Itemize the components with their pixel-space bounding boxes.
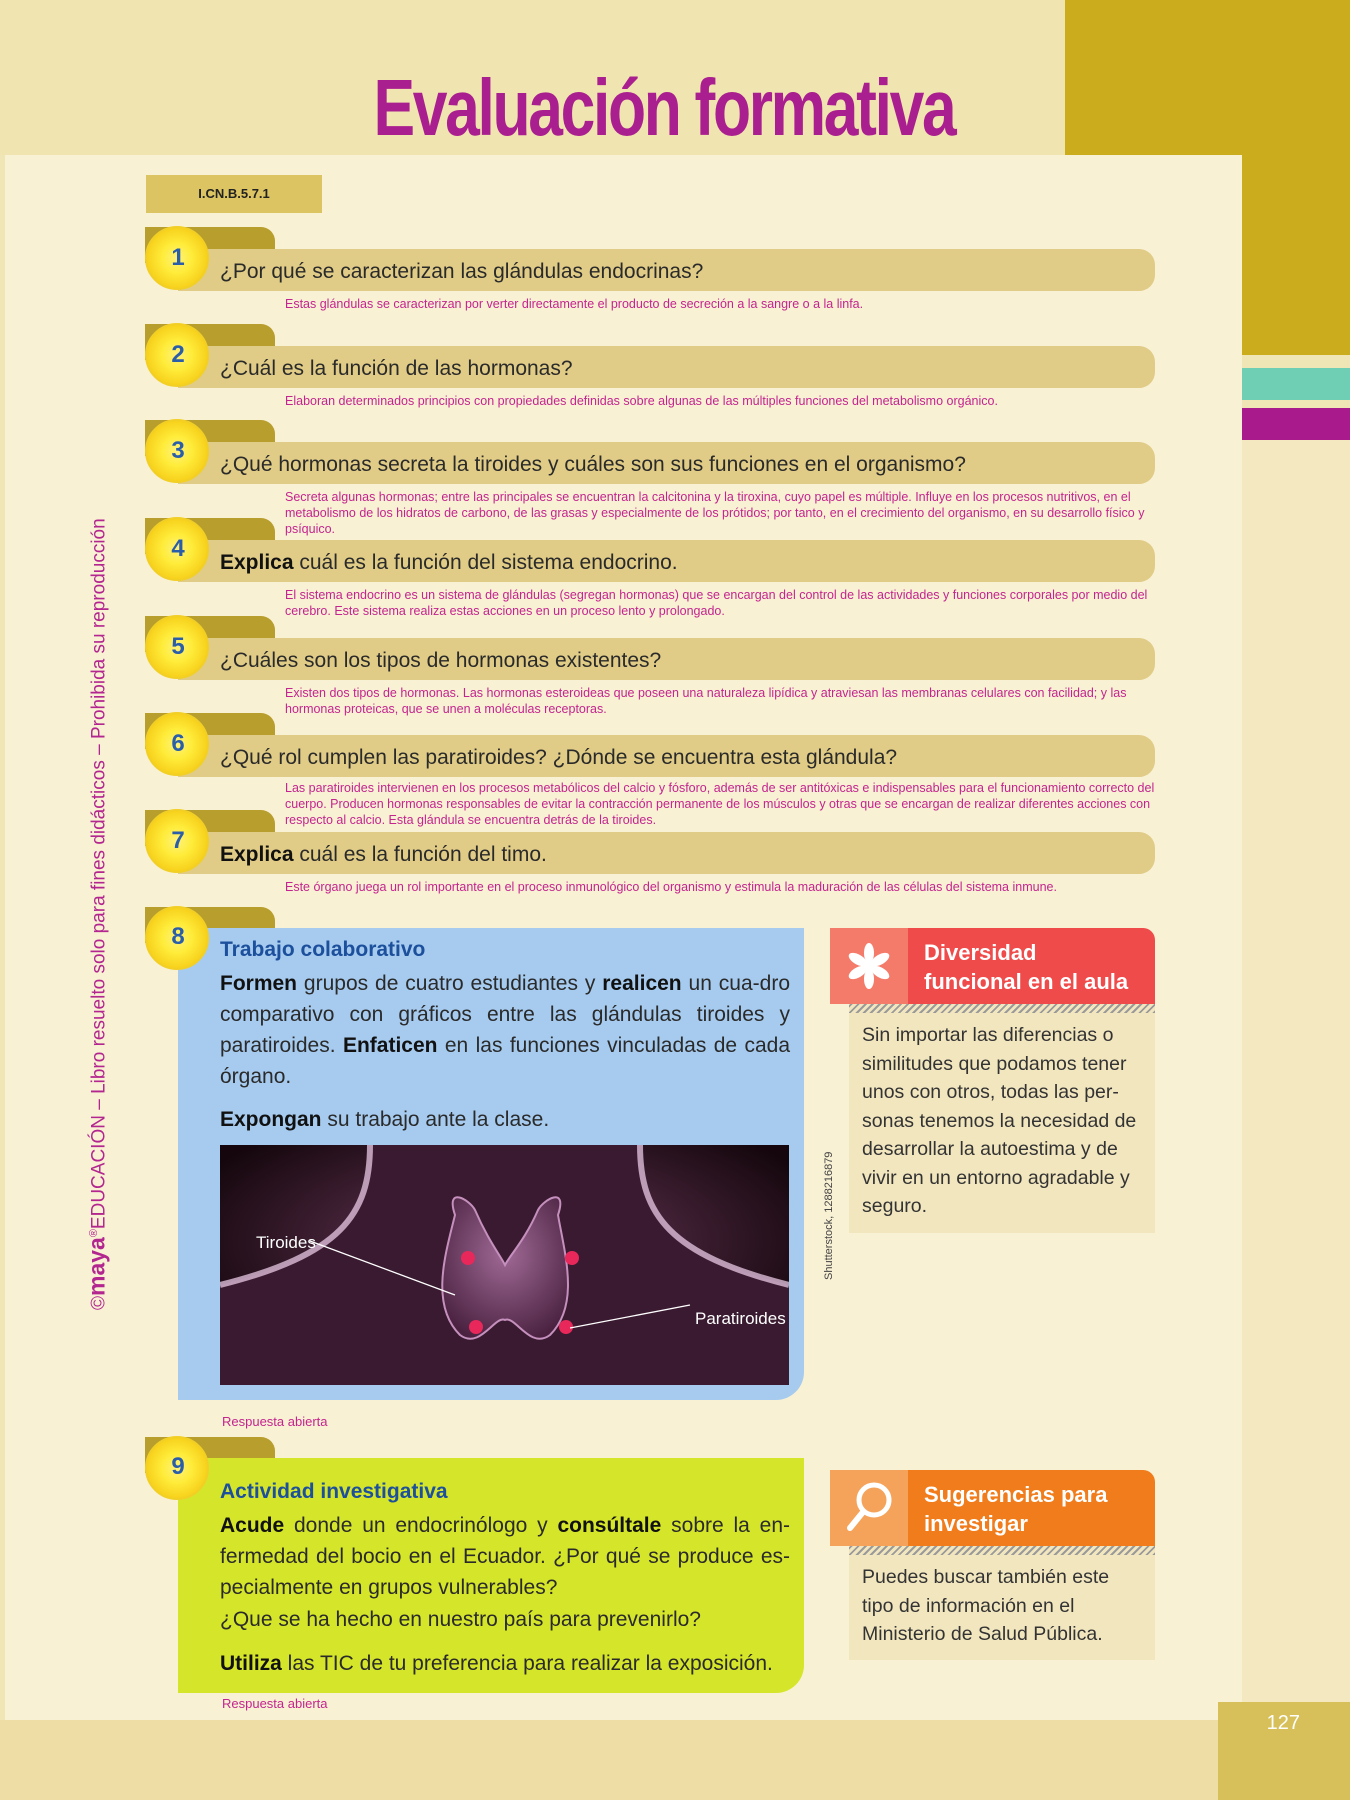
thyroid-svg — [220, 1145, 789, 1385]
answer-text: Elaboran determinados principios con propiedades definidas sobre algunas de las múltiples funciones del metabolismo orgánico. — [285, 394, 998, 408]
answer-text: El sistema endocrino es un sistema de glándulas (segregan hormonas) que se encargan del control de las actividades y funciones corporales por medio del cerebro. Este sistema realiza estas acciones en un proceso lento y prolongado. — [285, 588, 1148, 618]
sidebar-title: Sugerencias para investigar — [924, 1482, 1108, 1536]
label-paratiroides: Paratiroides — [695, 1309, 786, 1328]
magenta-strip — [1242, 408, 1350, 440]
flower-icon — [830, 928, 908, 1004]
answer-text: Las paratiroides intervienen en los procesos metabólicos del calcio y fósforo, además de ser antitóxicas e indispensables para el funcionamiento correcto del cuerpo. Producen hormonas responsables de evitar la contracción permanente de los músculos y otras que se encargan de realizar diferentes acciones con respecto al calcio. Esta glándula se encuentra detrás de la tiroides. — [285, 781, 1155, 827]
sidebar-icon-tile — [830, 1470, 908, 1546]
question-number: 1 — [171, 244, 185, 271]
box-paragraph: Expongan su trabajo ante la clase. — [220, 1108, 550, 1131]
question-number: 3 — [171, 437, 185, 464]
thyroid-illustration — [220, 1145, 789, 1385]
sidebar-icon-tile — [830, 928, 908, 1004]
question-text: ¿Cuáles son los tipos de hormonas existentes? — [220, 649, 662, 672]
answer-text: Existen dos tipos de hormonas. Las hormonas esteroideas que poseen una naturaleza lipídica y atraviesan las membranas celulares con facilidad; y las hormonas proteicas, que se unen a moléculas receptoras. — [285, 686, 1127, 716]
right-column — [1242, 440, 1350, 1720]
box-heading: Actividad investigativa — [220, 1480, 448, 1503]
brand-name: maya — [83, 1237, 110, 1296]
question-number: 5 — [171, 633, 185, 660]
indicator-code: I.CN.B.5.7.1 — [146, 175, 322, 213]
question-number: 2 — [171, 341, 185, 368]
box-heading: Trabajo colaborativo — [220, 938, 426, 961]
answer-text: Secreta algunas hormonas; entre las principales se encuentran la calcitonina y la tiroxina, cuyo papel es múltiple. Influye en los procesos nutritivos, en el metabolismo de los hidratos de carbono, de las grasas y especialmente de los prótidos; por tanto, en el crecimiento del organismo, en su desarrollo físico y psíquico. — [285, 490, 1145, 536]
copyright-symbol: © — [88, 1296, 110, 1310]
answer-text: Estas glándulas se caracterizan por verter directamente el producto de secreción a la sangre o a la linfa. — [285, 297, 864, 311]
sidebar-title: Diversidad funcional en el aula — [924, 940, 1129, 994]
teal-strip — [1242, 368, 1350, 400]
box-paragraph: Acude donde un endocrinólogo y consúltale sobre la en-fermedad del bocio en el Ecuador. ¿Por qué se produce es-pecialmente en grupos vulnerables? — [220, 1514, 790, 1599]
image-credit: Shutterstock, 1288216879 — [823, 1151, 835, 1280]
vertical-copyright — [82, 518, 111, 1310]
question-number: 4 — [171, 535, 185, 562]
hatch-divider — [849, 1546, 1155, 1555]
question-text: ¿Qué rol cumplen las paratiroides? ¿Dónde se encuentra esta glándula? — [220, 746, 898, 769]
question-number: 9 — [171, 1453, 185, 1480]
answer-text: Este órgano juega un rol importante en el proceso inmunológico del organismo y estimula la maduración de las células del sistema inmune. — [285, 880, 1057, 894]
question-text: Explica cuál es la función del sistema endocrino. — [220, 551, 678, 574]
sidebar-body: Puedes buscar también este tipo de información en el Ministerio de Salud Pública. — [849, 1555, 1155, 1660]
question-text: ¿Qué hormonas secreta la tiroides y cuáles son sus funciones en el organismo? — [220, 453, 966, 476]
page-title: Evaluación formativa — [373, 63, 955, 152]
sidebar-diversity-header — [830, 928, 1155, 1004]
question-text: Explica cuál es la función del timo. — [220, 843, 547, 866]
bottom-band — [0, 1720, 1350, 1800]
question-text: ¿Por qué se caracterizan las glándulas endocrinas? — [220, 260, 704, 283]
box-paragraph: ¿Que se ha hecho en nuestro país para prevenirlo? — [220, 1608, 701, 1631]
open-answer: Respuesta abierta — [222, 1414, 328, 1429]
label-tiroides: Tiroides — [256, 1233, 316, 1252]
open-answer: Respuesta abierta — [222, 1696, 328, 1711]
box-paragraph: Formen grupos de cuatro estudiantes y realicen un cua-dro comparativo con gráficos entre las glándulas tiroides y paratiroides. Enfaticen en las funciones vinculadas de cada órgano. — [220, 972, 790, 1088]
question-number: 6 — [171, 730, 185, 757]
page-number: 127 — [1266, 1712, 1300, 1734]
box-paragraph: Utiliza las TIC de tu preferencia para realizar la exposición. — [220, 1652, 773, 1675]
registered-mark: ® — [88, 1229, 100, 1238]
copyright-text: EDUCACIÓN – Libro resuelto solo para fines didácticos – Prohibida su reproducción — [88, 518, 110, 1230]
question-text: ¿Cuál es la función de las hormonas? — [220, 357, 573, 380]
hatch-divider — [849, 1004, 1155, 1013]
sidebar-research-header — [830, 1470, 1155, 1546]
question-number: 8 — [171, 923, 185, 950]
question-number: 7 — [171, 827, 185, 854]
sidebar-body: Sin importar las diferencias o similitudes que podamos tener unos con otros, todas las per-sonas tenemos la necesidad de desarrollar la autoestima y de vivir en un entorno agradable y seguro. — [849, 1013, 1155, 1233]
magnifier-icon — [830, 1470, 908, 1546]
